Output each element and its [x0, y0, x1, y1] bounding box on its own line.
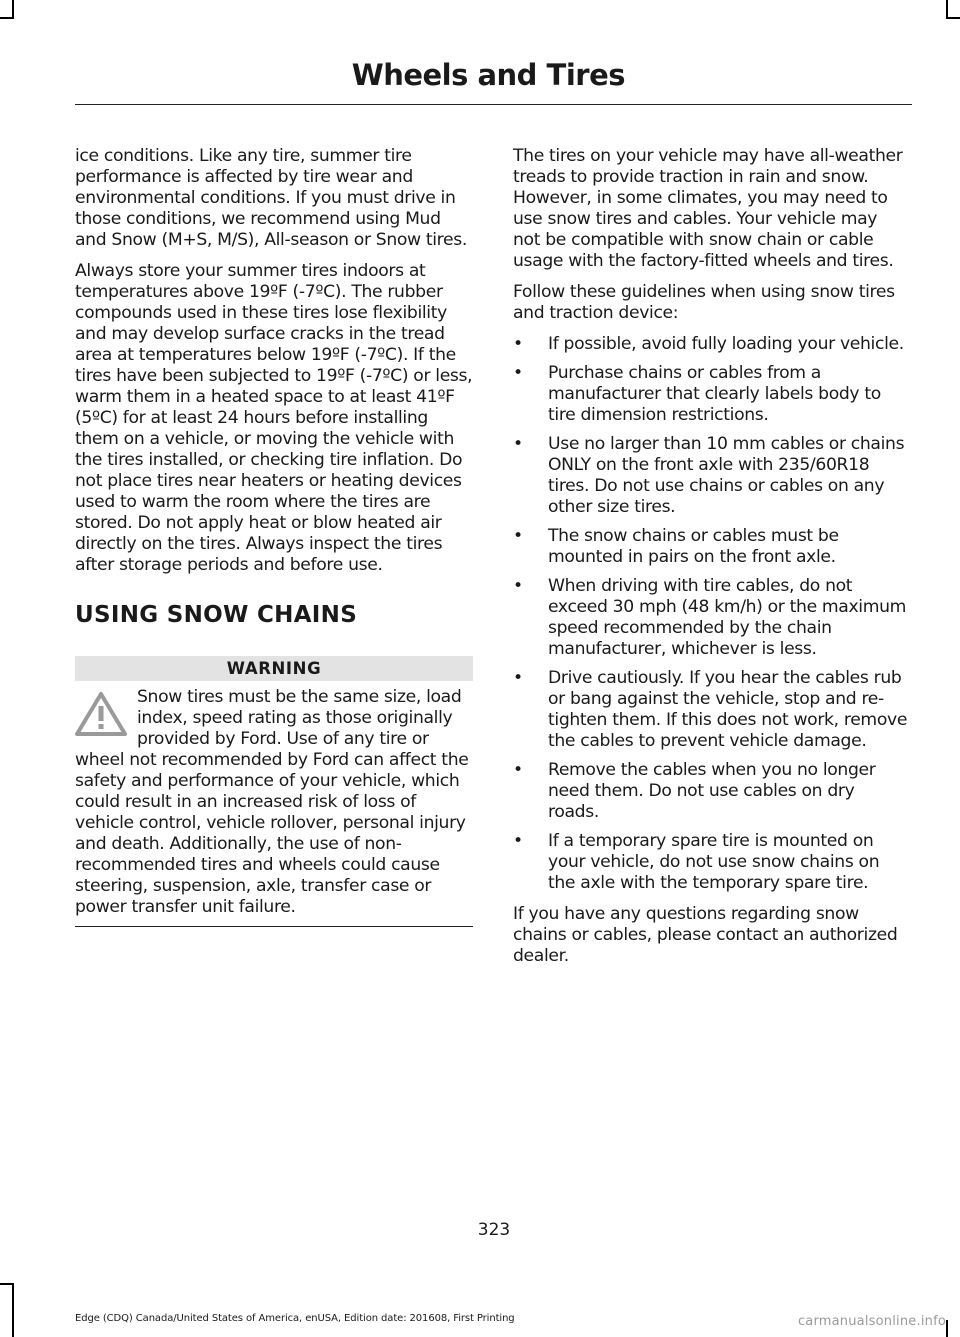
left-column — [75, 146, 473, 927]
crop-mark-top-right — [946, 0, 948, 18]
paragraph-all-weather-treads: The tires on your vehicle may have all-weather treads to provide traction in rain and snow. However, in some climates, you may need to use snow tires and cables. Your vehicle may not be compatible with snow chain or cable usage with the factory-fitted wheels and tires. — [513, 146, 903, 271]
crop-mark-top-left-h — [0, 17, 14, 19]
crop-mark-bottom-left — [12, 1283, 14, 1337]
warning-box — [75, 687, 473, 918]
list-item-text: If a temporary spare tire is mounted on your vehicle, do not use snow chains on the axle with the temporary spare tire. — [548, 831, 880, 893]
list-item-text: If possible, avoid fully loading your vehicle. — [548, 334, 904, 354]
list-item — [513, 526, 908, 568]
paragraph-contact-dealer: If you have any questions regarding snow chains or cables, please contact an authorized dealer. — [513, 904, 898, 966]
watermark: carmanualsonline.info — [797, 1314, 946, 1329]
list-item-text: When driving with tire cables, do not exceed 30 mph (48 km/h) or the maximum speed recommended by the chain manufacturer, whichever is less. — [548, 576, 907, 659]
footer-edition: Edge (CDQ) Canada/United States of America, enUSA, Edition date: 201608, First Printing — [75, 1313, 515, 1324]
list-item-text: Use no larger than 10 mm cables or chains ONLY on the front axle with 235/60R18 tires. Do not use chains or cables on any other size tires. — [548, 434, 905, 517]
bullet: • — [513, 831, 523, 851]
list-item-text: Remove the cables when you no longer need them. Do not use cables on dry roads. — [548, 760, 876, 822]
warning-rule — [75, 926, 473, 927]
list-item — [513, 434, 908, 518]
bullet: • — [513, 760, 523, 780]
list-item — [513, 831, 908, 894]
bullet: • — [513, 526, 523, 546]
crop-mark-top-right-h — [946, 17, 960, 19]
paragraph-summer-tire-storage: Always store your summer tires indoors at temperatures above 19ºF (-7ºC). The rubber compounds used in these tires lose flexibility and may develop surface cracks in the tread area at temperatures below 19ºF (-7ºC). If the tires have been subjected to 19ºF (-7ºC) or less, warm them in a heated space to at least 41ºF (5ºC) for at least 24 hours before installing them on a vehicle, or moving the vehicle with the tires installed, or checking tire inflation. Do not place tires near heaters or heating devices used to warm the room where the tires are stored. Do not apply heat or blow heated air directly on the tires. Always inspect the tires after storage periods and before use. — [75, 261, 473, 575]
warning-triangle-icon — [75, 691, 127, 737]
header-rule — [75, 104, 912, 105]
list-item-text: Purchase chains or cables from a manufacturer that clearly labels body to tire dimension restrictions. — [548, 363, 881, 425]
guidelines-list — [513, 334, 908, 894]
warning-label: WARNING — [75, 656, 473, 681]
list-item — [513, 334, 908, 355]
list-item — [513, 668, 908, 752]
bullet: • — [513, 576, 523, 596]
list-item — [513, 363, 908, 426]
paragraph-summer-tire-conditions: ice conditions. Like any tire, summer tire performance is affected by tire wear and environmental conditions. If you must drive in those conditions, we recommend using Mud and Snow (M+S, M/S), All-season or Snow tires. — [75, 146, 467, 250]
warning-text: Snow tires must be the same size, load index, speed rating as those originally provided by Ford. Use of any tire or wheel not recommended by Ford can affect the safety and performance of your vehicle, which could result in an increased risk of loss of vehicle control, vehicle rollover, personal injury and death. Additionally, the use of non-recommended tires and wheels could cause steering, suspension, axle, transfer case or power transfer unit failure. — [75, 687, 469, 917]
list-item — [513, 760, 908, 823]
crop-mark-bottom-left-h — [0, 1283, 14, 1285]
bullet: • — [513, 668, 523, 688]
page-title: Wheels and Tires — [351, 58, 625, 92]
paragraph-guidelines-intro: Follow these guidelines when using snow tires and traction device: — [513, 282, 895, 323]
section-heading: USING SNOW CHAINS — [75, 602, 358, 628]
right-column — [513, 146, 908, 977]
crop-mark-top-left — [12, 0, 14, 18]
list-item-text: The snow chains or cables must be mounted in pairs on the front axle. — [548, 526, 839, 567]
list-item-text: Drive cautiously. If you hear the cables rub or bang against the vehicle, stop and re-tighten them. If this does not work, remove the cables to prevent vehicle damage. — [548, 668, 908, 751]
page-number: 323 — [477, 1220, 511, 1240]
crop-mark-bottom-right — [946, 1320, 948, 1337]
list-item — [513, 576, 908, 660]
bullet: • — [513, 363, 523, 383]
bullet: • — [513, 334, 523, 354]
bullet: • — [513, 434, 523, 454]
